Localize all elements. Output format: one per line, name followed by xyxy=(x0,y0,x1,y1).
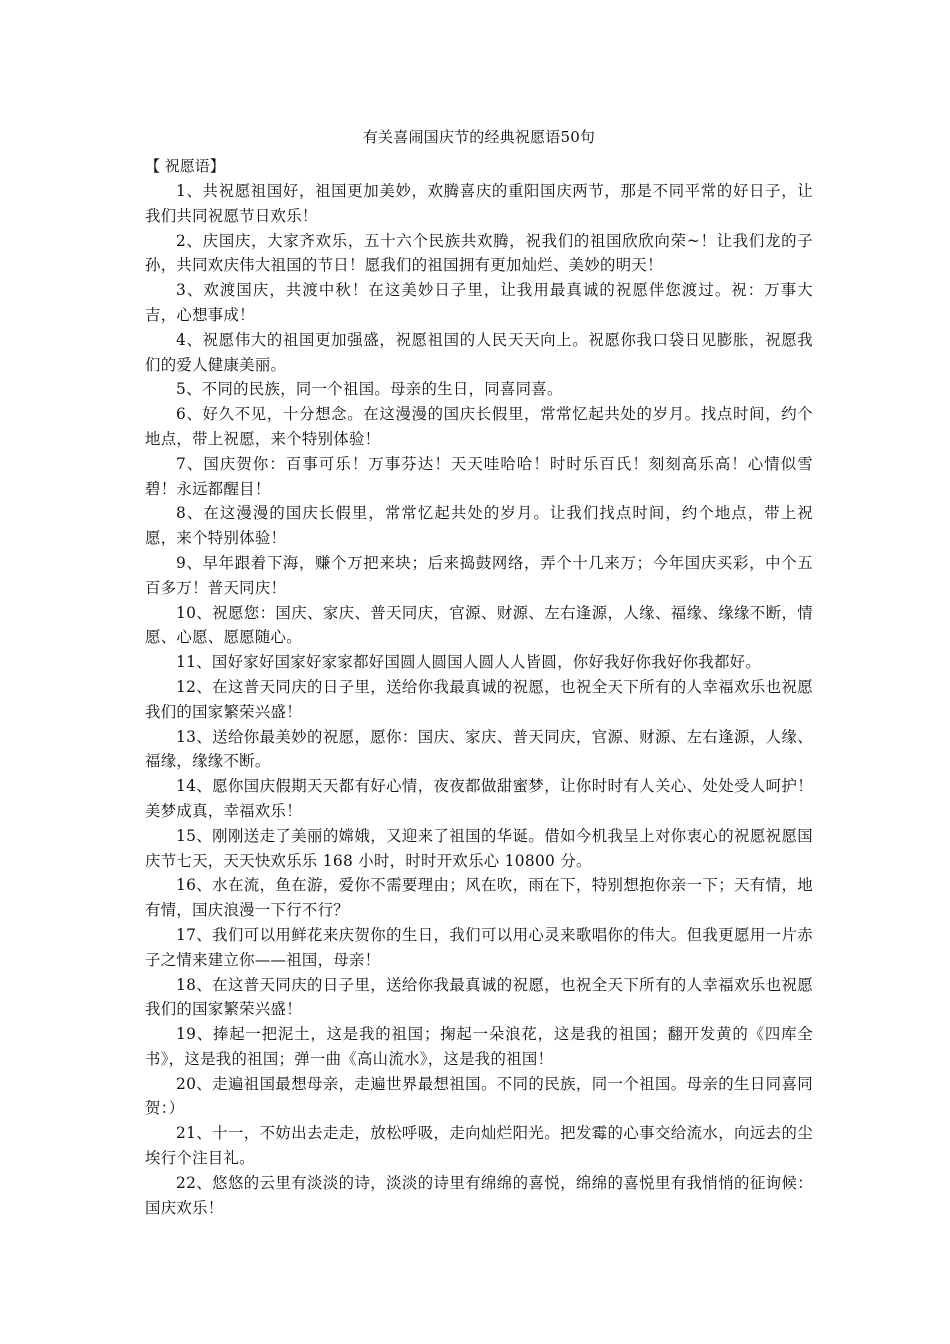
paragraph: 8、在这漫漫的国庆长假里，常常忆起共处的岁月。让我们找点时间，约个地点，带上祝愿，来个特别体验！ xyxy=(145,504,813,548)
paragraph: 7、国庆贺你：百事可乐！万事芬达！天天哇哈哈！时时乐百氏！刻刻高乐高！心情似雪碧！永远都醒目！ xyxy=(145,454,813,498)
paragraph: 20、走遍祖国最想母亲，走遍世界最想祖国。不同的民族，同一个祖国。母亲的生日同喜同贺：） xyxy=(145,1074,813,1118)
paragraph: 17、我们可以用鲜花来庆贺你的生日，我们可以用心灵来歌唱你的伟大。但我更愿用一片赤子之情来建立你——祖国，母亲！ xyxy=(145,925,813,969)
paragraph: 12、在这普天同庆的日子里，送给你我最真诚的祝愿，也祝全天下所有的人幸福欢乐也祝愿我们的国家繁荣兴盛！ xyxy=(145,677,813,721)
paragraph: 6、好久不见，十分想念。在这漫漫的国庆长假里，常常忆起共处的岁月。找点时间，约个地点，带上祝愿，来个特别体验！ xyxy=(145,405,813,448)
paragraph: 21、十一，不妨出去走走，放松呼吸，走向灿烂阳光。把发霉的心事交给流水，向远去的尘埃行个注目礼。 xyxy=(145,1124,813,1168)
paragraph: 15、刚刚送走了美丽的嫦娥，又迎来了祖国的华诞。借如今机我呈上对你衷心的祝愿祝愿国庆节七天，天天快欢乐乐 168 小时，时时开欢乐心 10800 分。 xyxy=(145,826,813,870)
document-page xyxy=(145,120,813,1220)
paragraph: 13、送给你最美妙的祝愿，愿你：国庆、家庆、普天同庆，官源、财源、左右逢源，人缘、福缘，缘缘不断。 xyxy=(145,727,813,771)
paragraph: 9、早年跟着下海，赚个万把来块；后来捣鼓网络，弄个十几来万；今年国庆买彩，中个五百多万！普天同庆！ xyxy=(145,553,813,597)
paragraph: 10、祝愿您：国庆、家庆、普天同庆，官源、财源、左右逢源，人缘、福缘、缘缘不断，情愿、心愿、愿愿随心。 xyxy=(145,603,813,647)
paragraph: 19、捧起一把泥土，这是我的祖国；掬起一朵浪花，这是我的祖国；翻开发黄的《四库全书》，这是我的祖国；弹一曲《高山流水》，这是我的祖国！ xyxy=(145,1025,813,1068)
paragraph: 3、欢渡国庆，共渡中秋！在这美妙日子里，让我用最真诚的祝愿伴您渡过。祝：万事大吉，心想事成！ xyxy=(145,281,813,324)
paragraph: 18、在这普天同庆的日子里，送给你我最真诚的祝愿，也祝全天下所有的人幸福欢乐也祝愿我们的国家繁荣兴盛！ xyxy=(145,975,813,1019)
paragraph: 16、水在流，鱼在游，爱你不需要理由；风在吹，雨在下，特别想抱你亲一下；天有情，地有情，国庆浪漫一下行不行？ xyxy=(145,876,813,920)
paragraph: 2、庆国庆，大家齐欢乐，五十六个民族共欢腾，祝我们的祖国欣欣向荣~！让我们龙的子孙，共同欢庆伟大祖国的节日！愿我们的祖国拥有更加灿烂、美妙的明天！ xyxy=(145,231,813,275)
paragraph: 4、祝愿伟大的祖国更加强盛，祝愿祖国的人民天天向上。祝愿你我口袋日见膨胀，祝愿我们的爱人健康美丽。 xyxy=(145,330,813,374)
paragraph-list xyxy=(145,179,813,1220)
paragraph: 14、愿你国庆假期天天都有好心情，夜夜都做甜蜜梦，让你时时有人关心、处处受人呵护！美梦成真，幸福欢乐！ xyxy=(145,777,813,820)
paragraph: 5、不同的民族，同一个祖国。母亲的生日，同喜同喜。 xyxy=(176,380,563,399)
paragraph: 1、共祝愿祖国好，祖国更加美妙，欢腾喜庆的重阳国庆两节，那是不同平常的好日子，让我们共同祝愿节日欢乐！ xyxy=(145,182,813,225)
document-title: 有关喜闹国庆节的经典祝愿语50句 xyxy=(362,128,596,146)
section-label: 【 祝愿语】 xyxy=(145,157,225,175)
paragraph: 22、悠悠的云里有淡淡的诗，淡淡的诗里有绵绵的喜悦，绵绵的喜悦里有我悄悄的征询候：国庆欢乐！ xyxy=(145,1173,813,1217)
paragraph: 11、国好家好国家好家家都好国圆人圆国人圆人人皆圆，你好我好你我好你我都好。 xyxy=(176,653,762,672)
